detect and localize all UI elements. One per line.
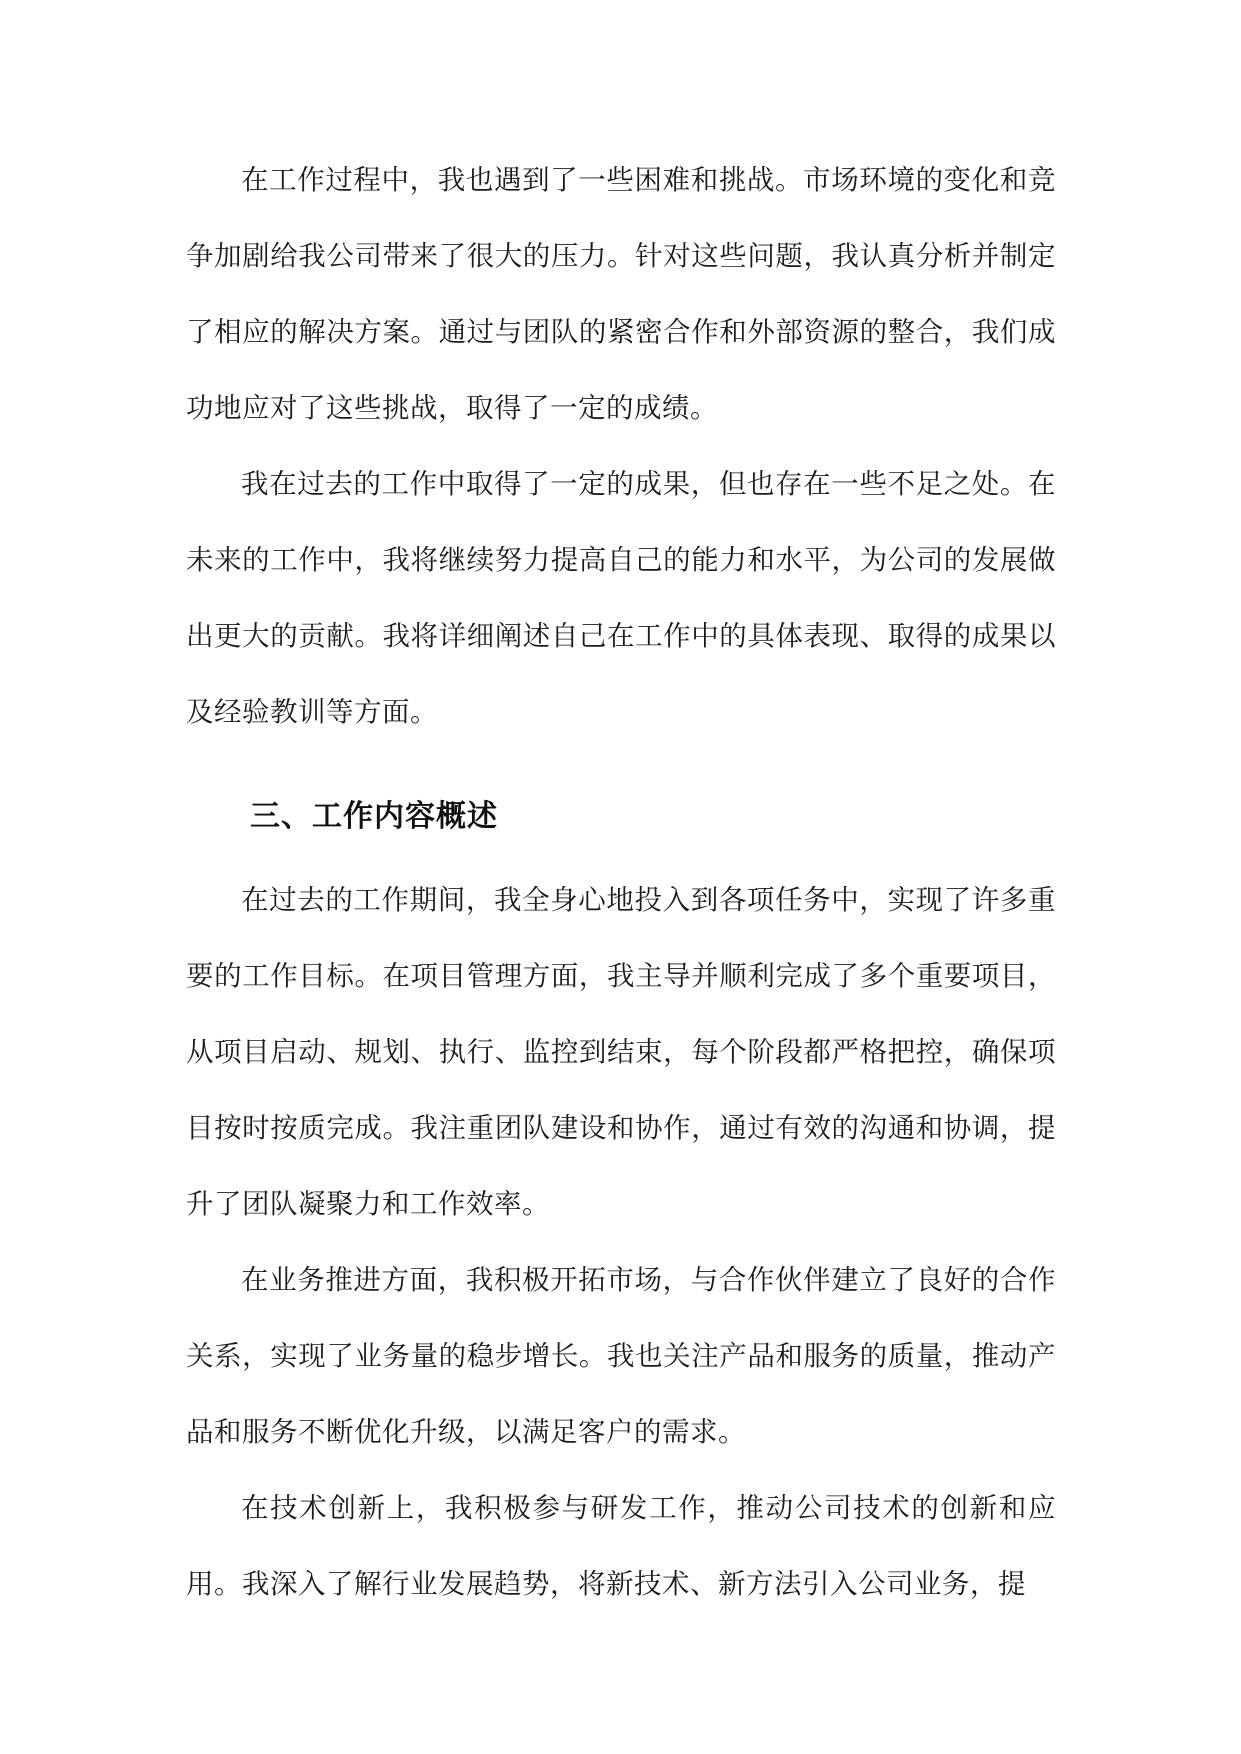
paragraph-project-management: 在过去的工作期间，我全身心地投入到各项任务中，实现了许多重要的工作目标。在项目管理方面，我主导并顺利完成了多个重要项目，从项目启动、规划、执行、监控到结束，每个阶段都严格把控，确保项目按时按质完成。我注重团队建设和协作，通过有效的沟通和协调，提升了团队凝聚力和工作效率。 xyxy=(186,884,1056,1220)
paragraph-technology: 在技术创新上，我积极参与研发工作，推动公司技术的创新和应用。我深入了解行业发展趋势，将新技术、新方法引入公司业务，提 xyxy=(186,1492,1056,1600)
section-heading: 三、工作内容概述 xyxy=(250,799,498,834)
document-body xyxy=(186,142,1056,1622)
paragraph-challenges: 在工作过程中，我也遇到了一些困难和挑战。市场环境的变化和竞争加剧给我公司带来了很大的压力。针对这些问题，我认真分析并制定了相应的解决方案。通过与团队的紧密合作和外部资源的整合，我们成功地应对了这些挑战，取得了一定的成绩。 xyxy=(186,164,1056,424)
paragraph-achievements: 我在过去的工作中取得了一定的成果，但也存在一些不足之处。在未来的工作中，我将继续努力提高自己的能力和水平，为公司的发展做出更大的贡献。我将详细阐述自己在工作中的具体表现、取得的成果以及经验教训等方面。 xyxy=(186,468,1056,728)
paragraph-business: 在业务推进方面，我积极开拓市场，与合作伙伴建立了良好的合作关系，实现了业务量的稳步增长。我也关注产品和服务的质量，推动产品和服务不断优化升级，以满足客户的需求。 xyxy=(186,1264,1056,1448)
